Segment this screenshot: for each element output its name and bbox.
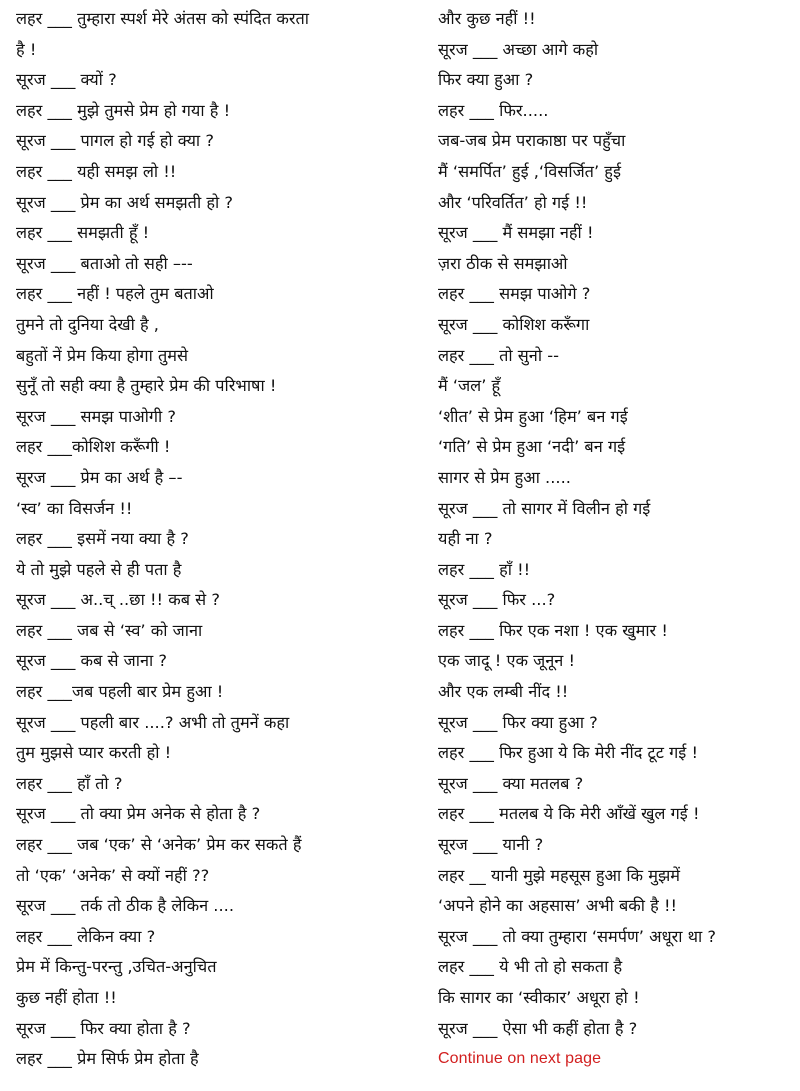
poem-line: सूरज ___ फिर ...?	[438, 590, 556, 610]
poem-line: सूरज ___ पागल हो गई हो क्या ?	[16, 131, 214, 151]
poem-line: लहर ___ मुझे तुमसे प्रेम हो गया है !	[16, 100, 231, 120]
poem-line: फिर क्या हुआ ?	[438, 70, 534, 90]
poem-line: सुनूँ तो सही क्या है तुम्हारे प्रेम की परिभाषा !	[16, 376, 277, 396]
poem-line: ज़रा ठीक से समझाओ	[438, 253, 568, 273]
poem-line: सूरज ___ कोशिश करूँगा	[438, 314, 590, 334]
poem-line: यही ना ?	[438, 529, 493, 549]
poem-line: सूरज ___ बताओ तो सही –--	[16, 253, 193, 273]
poem-line: लहर ___ प्रेम सिर्फ प्रेम होता है	[16, 1049, 199, 1069]
poem-line: बहुतों नें प्रेम किया होगा तुमसे	[16, 345, 189, 365]
poem-line: लहर ___ नहीं ! पहले तुम बताओ	[16, 284, 214, 304]
poem-line: कुछ नहीं होता !!	[16, 988, 117, 1007]
poem-line: लहर ___ समझ पाओगे ?	[438, 284, 591, 304]
poem-line: और एक लम्बी नींद !!	[438, 682, 569, 702]
poem-line: सागर से प्रेम हुआ .....	[438, 467, 571, 487]
poem-line: सूरज ___ ऐसा भी कहीं होता है ?	[438, 1018, 638, 1038]
poem-line: कि सागर का ‘स्वीकार’ अधूरा हो !	[438, 988, 640, 1007]
poem-line: सूरज ___ तो क्या तुम्हारा ‘समर्पण’ अधूरा था ?	[438, 926, 717, 946]
poem-line: और ‘परिवर्तित’ हो गई !!	[438, 192, 588, 212]
poem-line: ‘शीत’ से प्रेम हुआ ‘हिम’ बन गई	[438, 406, 628, 426]
poem-line: सूरज ___ प्रेम का अर्थ है –-	[16, 467, 183, 487]
poem-line: सूरज ___ तो सागर में विलीन हो गई	[438, 498, 651, 518]
poem-line: सूरज ___ फिर क्या हुआ ?	[438, 712, 598, 732]
poem-line: लहर ___ यही समझ लो !!	[16, 161, 177, 181]
poem-line: लहर ___ ये भी तो हो सकता है	[438, 957, 623, 977]
poem-line: सूरज ___ क्या मतलब ?	[438, 773, 584, 793]
poem-line: सूरज ___ क्यों ?	[16, 70, 117, 90]
poem-line: लहर ___ समझती हूँ !	[16, 223, 150, 243]
poem-line: ये तो मुझे पहले से ही पता है	[16, 559, 182, 579]
poem-line: ‘गति’ से प्रेम हुआ ‘नदी’ बन गई	[438, 437, 626, 457]
poem-line: सूरज ___ समझ पाओगी ?	[16, 406, 177, 426]
poem-line: लहर ___ इसमें नया क्या है ?	[16, 529, 189, 549]
poem-line: जब-जब प्रेम पराकाष्ठा पर पहुँचा	[438, 131, 626, 151]
continue-note: Continue on next page	[438, 1050, 602, 1068]
poem-line: मैं ‘समर्पित’ हुई ,‘विसर्जित’ हुई	[438, 161, 621, 181]
poem-line: तुमने तो दुनिया देखी है ,	[16, 314, 159, 334]
poem-line: सूरज ___ यानी ?	[438, 835, 544, 855]
poem-line: एक जादू ! एक जूनून !	[438, 651, 576, 671]
poem-line: तो ‘एक’ ‘अनेक’ से क्यों नहीं ??	[16, 865, 210, 885]
poem-line: लहर ___जब पहली बार प्रेम हुआ !	[16, 682, 224, 702]
poem-line: लहर ___ फिर.....	[438, 100, 549, 120]
poem-line: सूरज ___ पहली बार ....? अभी तो तुमनें कहा	[16, 712, 290, 732]
poem-line: लहर ___ फिर एक नशा ! एक खुमार !	[438, 620, 668, 640]
poem-line: सूरज ___ तर्क तो ठीक है लेकिन ....	[16, 896, 235, 916]
poem-line: मैं ‘जल’ हूँ	[438, 376, 501, 396]
poem-line: लहर ___ हाँ !!	[438, 559, 531, 579]
poem-line: लहर ___ जब से ‘स्व’ को जाना	[16, 620, 203, 640]
poem-line: सूरज ___ प्रेम का अर्थ समझती हो ?	[16, 192, 234, 212]
poem-line: और कुछ नहीं !!	[438, 9, 536, 28]
poem-line: लहर ___ हाँ तो ?	[16, 773, 123, 793]
poem-line: लहर ___ लेकिन क्या ?	[16, 926, 156, 946]
poem-line: है !	[16, 39, 37, 59]
poem-line: लहर __ यानी मुझे महसूस हुआ कि मुझमें	[438, 865, 680, 885]
poem-line: लहर ___ तुम्हारा स्पर्श मेरे अंतस को स्पंदित करता	[16, 9, 309, 28]
left-column	[16, 4, 414, 1075]
poem-line: लहर ___ फिर हुआ ये कि मेरी नींद टूट गई !	[438, 743, 699, 763]
poem-line: सूरज ___ कब से जाना ?	[16, 651, 168, 671]
poem-line: लहर ___ तो सुनो --	[438, 345, 559, 365]
poem-line: तुम मुझसे प्यार करती हो !	[16, 743, 172, 763]
right-column	[438, 4, 794, 1075]
poem-line: ‘स्व’ का विसर्जन !!	[16, 498, 133, 518]
poem-line: सूरज ___ अ..च् ..छा !! कब से ?	[16, 590, 221, 610]
poem-line: लहर ___ जब ‘एक’ से ‘अनेक’ प्रेम कर सकते हैं	[16, 835, 302, 855]
poem-line: सूरज ___ अच्छा आगे कहो	[438, 39, 599, 59]
poem-line: लहर ___ मतलब ये कि मेरी आँखें खुल गई !	[438, 804, 700, 824]
poem-line: सूरज ___ मैं समझा नहीं !	[438, 223, 594, 243]
poem-line: सूरज ___ तो क्या प्रेम अनेक से होता है ?	[16, 804, 261, 824]
poem-line: लहर ___कोशिश करूँगी !	[16, 437, 171, 457]
poem-line: प्रेम में किन्तु-परन्तु ,उचित-अनुचित	[16, 957, 217, 977]
poem-line: ‘अपने होने का अहसास’ अभी बकी है !!	[438, 896, 678, 916]
poem-line: सूरज ___ फिर क्या होता है ?	[16, 1018, 191, 1038]
